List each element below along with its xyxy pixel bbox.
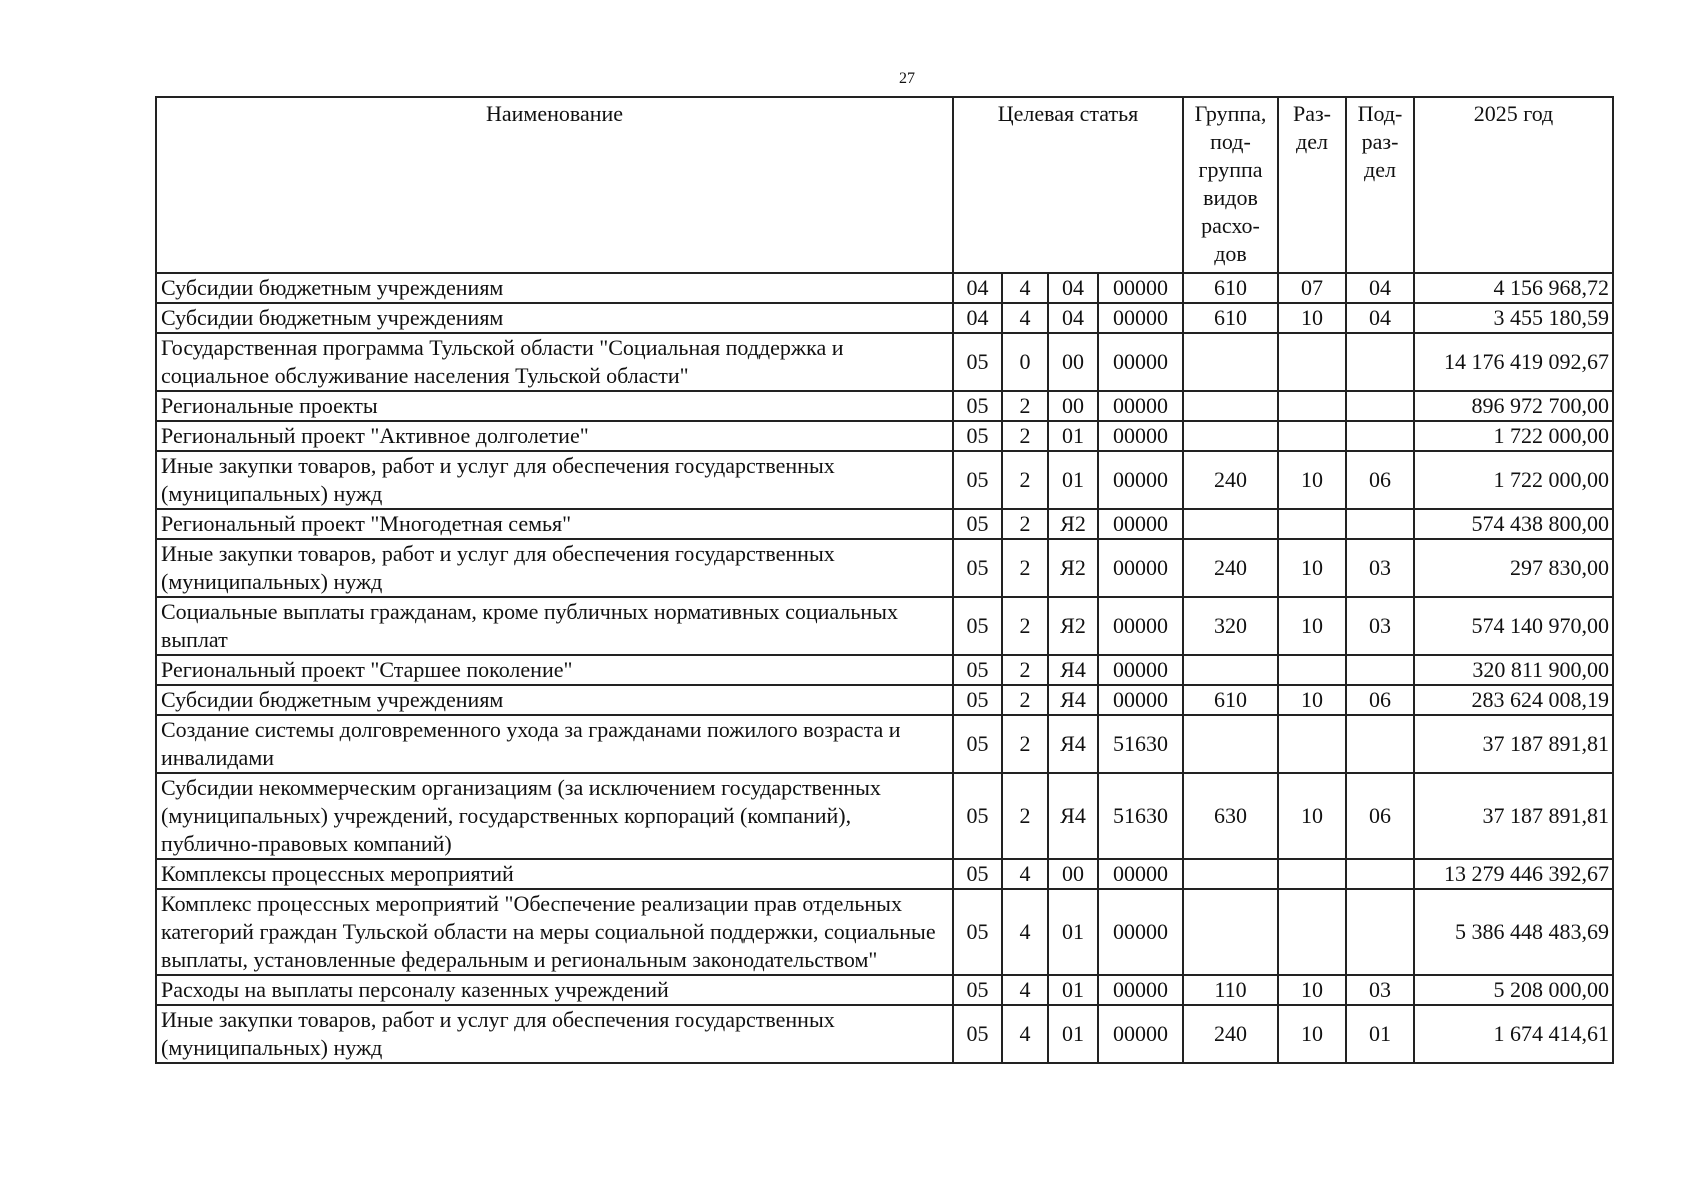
table-row <box>156 273 1613 303</box>
subsection-cell <box>1346 421 1414 451</box>
expense-group-cell <box>1183 333 1278 391</box>
target-article-direction-cell: 00000 <box>1098 859 1183 889</box>
target-article-subprogram-cell: Я4 <box>1048 715 1098 773</box>
target-article-type-cell: 2 <box>1002 509 1048 539</box>
table-row <box>156 889 1613 975</box>
target-article-program-cell: 05 <box>953 773 1002 859</box>
table-row <box>156 975 1613 1005</box>
target-article-type-cell: 4 <box>1002 1005 1048 1063</box>
page-number: 27 <box>899 70 915 87</box>
target-article-type-cell: 4 <box>1002 273 1048 303</box>
target-article-type-cell: 4 <box>1002 303 1048 333</box>
target-article-subprogram-cell: 00 <box>1048 391 1098 421</box>
target-article-program-cell: 05 <box>953 539 1002 597</box>
target-article-direction-cell: 00000 <box>1098 509 1183 539</box>
section-cell: 10 <box>1278 303 1346 333</box>
target-article-subprogram-cell: Я2 <box>1048 597 1098 655</box>
target-article-type-cell: 2 <box>1002 421 1048 451</box>
target-article-subprogram-cell: 00 <box>1048 859 1098 889</box>
section-cell <box>1278 391 1346 421</box>
row-name-cell: Иные закупки товаров, работ и услуг для обеспечения государственных (муниципальных) нужд <box>156 539 953 597</box>
subsection-cell: 06 <box>1346 685 1414 715</box>
table-row <box>156 509 1613 539</box>
subsection-cell: 03 <box>1346 975 1414 1005</box>
target-article-subprogram-cell: 04 <box>1048 303 1098 333</box>
target-article-type-cell: 0 <box>1002 333 1048 391</box>
row-name-cell: Иные закупки товаров, работ и услуг для обеспечения государственных (муниципальных) нужд <box>156 451 953 509</box>
amount-2025-cell: 5 386 448 483,69 <box>1414 889 1613 975</box>
amount-2025-cell: 283 624 008,19 <box>1414 685 1613 715</box>
table-row <box>156 303 1613 333</box>
row-name-cell: Субсидии бюджетным учреждениям <box>156 303 953 333</box>
amount-2025-cell: 4 156 968,72 <box>1414 273 1613 303</box>
section-cell: 07 <box>1278 273 1346 303</box>
budget-table <box>155 96 1614 1064</box>
expense-group-cell <box>1183 715 1278 773</box>
target-article-type-cell: 2 <box>1002 773 1048 859</box>
subsection-cell <box>1346 859 1414 889</box>
target-article-subprogram-cell: 01 <box>1048 889 1098 975</box>
table-row <box>156 539 1613 597</box>
subsection-cell: 03 <box>1346 597 1414 655</box>
subsection-cell <box>1346 889 1414 975</box>
target-article-direction-cell: 00000 <box>1098 421 1183 451</box>
section-cell <box>1278 655 1346 685</box>
expense-group-cell: 110 <box>1183 975 1278 1005</box>
table-row <box>156 715 1613 773</box>
target-article-direction-cell: 00000 <box>1098 685 1183 715</box>
subsection-cell: 06 <box>1346 773 1414 859</box>
expense-group-cell <box>1183 655 1278 685</box>
expense-group-cell <box>1183 509 1278 539</box>
amount-2025-cell: 37 187 891,81 <box>1414 773 1613 859</box>
amount-2025-cell: 37 187 891,81 <box>1414 715 1613 773</box>
target-article-subprogram-cell: 04 <box>1048 273 1098 303</box>
section-cell: 10 <box>1278 685 1346 715</box>
table-row <box>156 773 1613 859</box>
row-name-cell: Расходы на выплаты персоналу казенных учреждений <box>156 975 953 1005</box>
target-article-type-cell: 2 <box>1002 539 1048 597</box>
target-article-program-cell: 05 <box>953 391 1002 421</box>
row-name-cell: Региональный проект "Старшее поколение" <box>156 655 953 685</box>
table-row <box>156 1005 1613 1063</box>
target-article-program-cell: 05 <box>953 421 1002 451</box>
row-name-cell: Комплекс процессных мероприятий "Обеспечение реализации прав отдельных категорий граждан Тульской области на меры социальной поддержки, социальные выплаты, установленные федеральным и региональным законодательством" <box>156 889 953 975</box>
row-name-cell: Создание системы долговременного ухода за гражданами пожилого возраста и инвалидами <box>156 715 953 773</box>
expense-group-cell <box>1183 889 1278 975</box>
subsection-cell <box>1346 333 1414 391</box>
section-cell <box>1278 859 1346 889</box>
subsection-cell <box>1346 391 1414 421</box>
header-subsection: Под- раз- дел <box>1346 97 1414 273</box>
expense-group-cell: 240 <box>1183 1005 1278 1063</box>
expense-group-cell: 610 <box>1183 685 1278 715</box>
target-article-direction-cell: 00000 <box>1098 539 1183 597</box>
target-article-program-cell: 05 <box>953 597 1002 655</box>
amount-2025-cell: 574 438 800,00 <box>1414 509 1613 539</box>
target-article-program-cell: 05 <box>953 685 1002 715</box>
header-amount: 2025 год <box>1414 97 1613 273</box>
row-name-cell: Региональные проекты <box>156 391 953 421</box>
subsection-cell <box>1346 509 1414 539</box>
expense-group-cell <box>1183 421 1278 451</box>
target-article-subprogram-cell: 00 <box>1048 333 1098 391</box>
target-article-type-cell: 2 <box>1002 391 1048 421</box>
target-article-program-cell: 05 <box>953 1005 1002 1063</box>
amount-2025-cell: 3 455 180,59 <box>1414 303 1613 333</box>
target-article-program-cell: 05 <box>953 655 1002 685</box>
target-article-type-cell: 4 <box>1002 859 1048 889</box>
section-cell: 10 <box>1278 539 1346 597</box>
target-article-subprogram-cell: 01 <box>1048 421 1098 451</box>
target-article-program-cell: 05 <box>953 715 1002 773</box>
target-article-program-cell: 05 <box>953 889 1002 975</box>
target-article-direction-cell: 51630 <box>1098 773 1183 859</box>
subsection-cell: 06 <box>1346 451 1414 509</box>
section-cell <box>1278 421 1346 451</box>
section-cell: 10 <box>1278 597 1346 655</box>
table-row <box>156 685 1613 715</box>
table-row <box>156 333 1613 391</box>
target-article-direction-cell: 00000 <box>1098 597 1183 655</box>
target-article-program-cell: 05 <box>953 509 1002 539</box>
row-name-cell: Субсидии бюджетным учреждениям <box>156 273 953 303</box>
section-cell <box>1278 715 1346 773</box>
subsection-cell: 01 <box>1346 1005 1414 1063</box>
target-article-subprogram-cell: 01 <box>1048 1005 1098 1063</box>
target-article-subprogram-cell: Я2 <box>1048 539 1098 597</box>
target-article-direction-cell: 00000 <box>1098 889 1183 975</box>
target-article-type-cell: 2 <box>1002 685 1048 715</box>
amount-2025-cell: 297 830,00 <box>1414 539 1613 597</box>
header-section: Раз- дел <box>1278 97 1346 273</box>
subsection-cell <box>1346 715 1414 773</box>
subsection-cell <box>1346 655 1414 685</box>
target-article-direction-cell: 00000 <box>1098 1005 1183 1063</box>
amount-2025-cell: 1 674 414,61 <box>1414 1005 1613 1063</box>
target-article-subprogram-cell: Я2 <box>1048 509 1098 539</box>
expense-group-cell <box>1183 391 1278 421</box>
header-target-article: Целевая статья <box>953 97 1183 273</box>
target-article-direction-cell: 00000 <box>1098 451 1183 509</box>
target-article-subprogram-cell: 01 <box>1048 975 1098 1005</box>
target-article-program-cell: 05 <box>953 333 1002 391</box>
section-cell <box>1278 333 1346 391</box>
section-cell <box>1278 509 1346 539</box>
target-article-subprogram-cell: 01 <box>1048 451 1098 509</box>
table-row <box>156 597 1613 655</box>
amount-2025-cell: 896 972 700,00 <box>1414 391 1613 421</box>
target-article-direction-cell: 00000 <box>1098 975 1183 1005</box>
target-article-type-cell: 4 <box>1002 889 1048 975</box>
table-row <box>156 451 1613 509</box>
amount-2025-cell: 574 140 970,00 <box>1414 597 1613 655</box>
amount-2025-cell: 1 722 000,00 <box>1414 451 1613 509</box>
amount-2025-cell: 14 176 419 092,67 <box>1414 333 1613 391</box>
table-body <box>156 273 1613 1063</box>
section-cell: 10 <box>1278 451 1346 509</box>
row-name-cell: Субсидии бюджетным учреждениям <box>156 685 953 715</box>
target-article-program-cell: 05 <box>953 975 1002 1005</box>
expense-group-cell: 610 <box>1183 273 1278 303</box>
target-article-direction-cell: 00000 <box>1098 303 1183 333</box>
section-cell: 10 <box>1278 1005 1346 1063</box>
amount-2025-cell: 320 811 900,00 <box>1414 655 1613 685</box>
target-article-type-cell: 2 <box>1002 655 1048 685</box>
table-row <box>156 655 1613 685</box>
table-row <box>156 391 1613 421</box>
target-article-program-cell: 05 <box>953 859 1002 889</box>
row-name-cell: Комплексы процессных мероприятий <box>156 859 953 889</box>
expense-group-cell: 240 <box>1183 539 1278 597</box>
expense-group-cell <box>1183 859 1278 889</box>
table-header-row <box>156 97 1613 273</box>
target-article-type-cell: 2 <box>1002 715 1048 773</box>
section-cell: 10 <box>1278 975 1346 1005</box>
target-article-direction-cell: 00000 <box>1098 333 1183 391</box>
target-article-type-cell: 4 <box>1002 975 1048 1005</box>
subsection-cell: 04 <box>1346 303 1414 333</box>
section-cell: 10 <box>1278 773 1346 859</box>
section-cell <box>1278 889 1346 975</box>
table-row <box>156 421 1613 451</box>
header-group: Группа, под- группа видов расхо- дов <box>1183 97 1278 273</box>
target-article-direction-cell: 00000 <box>1098 391 1183 421</box>
row-name-cell: Социальные выплаты гражданам, кроме публичных нормативных социальных выплат <box>156 597 953 655</box>
row-name-cell: Региональный проект "Активное долголетие" <box>156 421 953 451</box>
expense-group-cell: 630 <box>1183 773 1278 859</box>
row-name-cell: Иные закупки товаров, работ и услуг для обеспечения государственных (муниципальных) нужд <box>156 1005 953 1063</box>
subsection-cell: 04 <box>1346 273 1414 303</box>
target-article-program-cell: 04 <box>953 303 1002 333</box>
target-article-direction-cell: 00000 <box>1098 655 1183 685</box>
target-article-subprogram-cell: Я4 <box>1048 685 1098 715</box>
target-article-direction-cell: 00000 <box>1098 273 1183 303</box>
target-article-subprogram-cell: Я4 <box>1048 773 1098 859</box>
target-article-program-cell: 04 <box>953 273 1002 303</box>
expense-group-cell: 320 <box>1183 597 1278 655</box>
row-name-cell: Региональный проект "Многодетная семья" <box>156 509 953 539</box>
amount-2025-cell: 1 722 000,00 <box>1414 421 1613 451</box>
target-article-direction-cell: 51630 <box>1098 715 1183 773</box>
row-name-cell: Субсидии некоммерческим организациям (за исключением государственных (муниципальных) учреждений, государственных корпораций (компаний), публично-правовых компаний) <box>156 773 953 859</box>
target-article-type-cell: 2 <box>1002 451 1048 509</box>
target-article-type-cell: 2 <box>1002 597 1048 655</box>
amount-2025-cell: 5 208 000,00 <box>1414 975 1613 1005</box>
table-row <box>156 859 1613 889</box>
expense-group-cell: 240 <box>1183 451 1278 509</box>
target-article-program-cell: 05 <box>953 451 1002 509</box>
subsection-cell: 03 <box>1346 539 1414 597</box>
expense-group-cell: 610 <box>1183 303 1278 333</box>
target-article-subprogram-cell: Я4 <box>1048 655 1098 685</box>
row-name-cell: Государственная программа Тульской области "Социальная поддержка и социальное обслуживание населения Тульской области" <box>156 333 953 391</box>
header-name: Наименование <box>156 97 953 273</box>
amount-2025-cell: 13 279 446 392,67 <box>1414 859 1613 889</box>
